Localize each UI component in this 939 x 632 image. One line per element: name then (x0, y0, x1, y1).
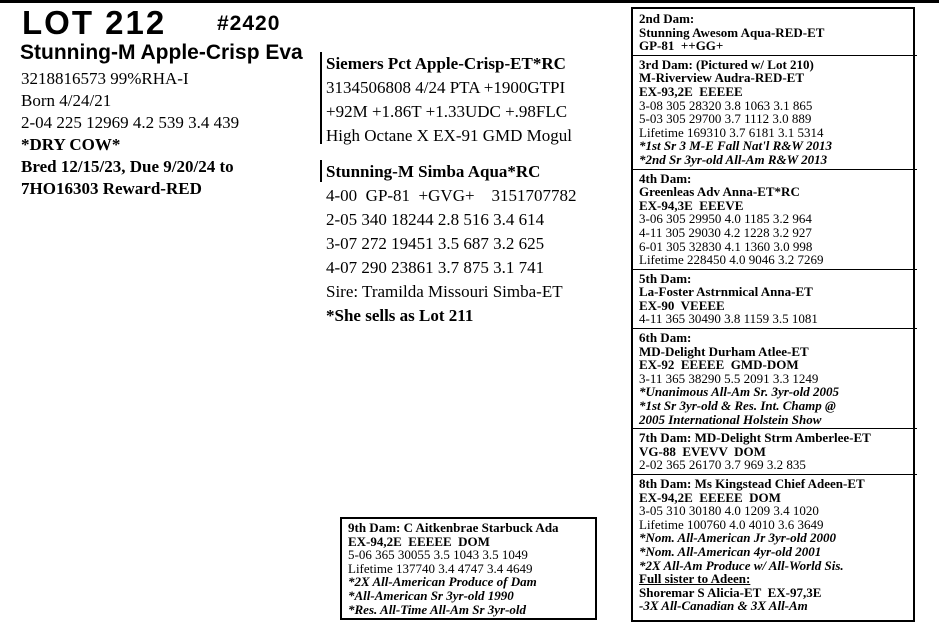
lot-code: #2420 (217, 12, 281, 35)
section-divider (633, 169, 917, 170)
pedigree-line: Lifetime 169310 3.7 6181 3.1 5314 (639, 124, 824, 140)
pedigree-line: 3-11 365 38290 5.5 2091 3.3 1249 (639, 370, 819, 386)
pedigree-line: -3X All-Canadian & 3X All-Am (639, 598, 808, 614)
pedigree-line: Full sister to Adeen: (639, 571, 751, 587)
pedigree-line: *1st Sr 3 M-E Fall Nat'l R&W 2013 (639, 138, 832, 154)
pedigree-line: GP-81 ++GG+ (639, 38, 724, 54)
pedigree-line: 3-06 305 29950 4.0 1185 3.2 964 (639, 211, 812, 227)
ancestor-block (639, 12, 913, 53)
pedigree-line: 2-02 365 26170 3.7 969 3.2 835 (639, 457, 806, 473)
pedigree-line: Shoremar S Alicia-ET EX-97,3E (639, 584, 822, 600)
section-divider (633, 428, 917, 429)
pedigree-line: *Res. All-Time All-Am Sr 3yr-old (348, 601, 527, 617)
production-record: 2-04 225 12969 4.2 539 3.4 439 (21, 113, 240, 132)
pedigree-line: *All-American Sr 3yr-old 1990 (348, 587, 514, 603)
dam-divider (320, 160, 322, 182)
ancestor-block (639, 431, 913, 472)
pedigree-line: EX-94,2E EEEEE DOM (348, 533, 490, 549)
pedigree-line: Lifetime 100760 4.0 4010 3.6 3649 (639, 516, 824, 532)
pedigree-line: 7th Dam: MD-Delight Strm Amberlee-ET (639, 430, 871, 446)
dam-record: 3-07 272 19451 3.5 687 3.2 625 (326, 234, 545, 253)
pedigree-line: 2005 International Holstein Show (639, 411, 822, 427)
section-divider (633, 328, 917, 329)
pedigree-line: 2nd Dam: (639, 11, 695, 26)
dam-sale-note: *She sells as Lot 211 (326, 306, 474, 325)
sire-info-line: 3134506808 4/24 PTA +1900GTPI (326, 78, 566, 97)
pedigree-line: EX-94,3E EEEVE (639, 197, 744, 213)
pedigree-box (631, 7, 915, 622)
pedigree-line: Lifetime 137740 3.4 4747 3.4 4649 (348, 560, 533, 576)
lot-title: LOT 212 (22, 4, 167, 41)
pedigree-line: Greenleas Adv Anna-ET*RC (639, 184, 800, 200)
pedigree-line: EX-90 VEEEE (639, 297, 725, 313)
sire-info-line: High Octane X EX-91 GMD Mogul (326, 126, 572, 145)
pedigree-line: 3rd Dam: (Pictured w/ Lot 210) (639, 56, 814, 72)
top-rule (0, 0, 939, 3)
pedigree-line: *Nom. All-American 4yr-old 2001 (639, 543, 822, 559)
ancestor-block (639, 331, 913, 426)
ancestor-block (639, 172, 913, 267)
pedigree-line: EX-92 EEEEE GMD-DOM (639, 357, 799, 373)
ancestor-block (639, 272, 913, 326)
pedigree-line: Lifetime 228450 4.0 9046 3.2 7269 (639, 252, 824, 268)
pedigree-line: EX-94,2E EEEEE DOM (639, 489, 781, 505)
pedigree-line: 3-05 310 30180 4.0 1209 3.4 1020 (639, 503, 819, 519)
dam-sire: Sire: Tramilda Missouri Simba-ET (326, 282, 563, 301)
pedigree-line: 6-01 305 32830 4.1 1360 3.0 998 (639, 238, 813, 254)
dam-record: 2-05 340 18244 2.8 516 3.4 614 (326, 210, 545, 229)
bred-info-line1: Bred 12/15/23, Due 9/20/24 to (21, 157, 234, 176)
ancestor-block (639, 58, 913, 167)
birth-date: Born 4/24/21 (21, 91, 112, 110)
pedigree-line: 9th Dam: C Aitkenbrae Starbuck Ada (348, 520, 559, 535)
pedigree-line: 4th Dam: (639, 170, 692, 186)
pedigree-line: La-Foster Astrnmical Anna-ET (639, 284, 813, 300)
section-divider (633, 55, 917, 56)
pedigree-line: EX-93,2E EEEEE (639, 83, 743, 99)
registration-line: 3218816573 99%RHA-I (21, 69, 189, 88)
cow-name: Stunning-M Apple-Crisp Eva (20, 41, 303, 64)
section-divider (633, 269, 917, 270)
dam-classification: 4-00 GP-81 +GVG+ 3151707782 (326, 186, 577, 205)
pedigree-line: *2X All-American Produce of Dam (348, 574, 537, 590)
pedigree-line: *2nd Sr 3yr-old All-Am R&W 2013 (639, 151, 828, 167)
pedigree-line: 5-03 305 29700 3.7 1112 3.0 889 (639, 111, 812, 127)
dam-record: 4-07 290 23861 3.7 875 3.1 741 (326, 258, 545, 277)
pedigree-line: 4-11 365 30490 3.8 1159 3.5 1081 (639, 311, 818, 327)
dry-cow-status: *DRY COW* (21, 135, 121, 154)
pedigree-line: *Unanimous All-Am Sr. 3yr-old 2005 (639, 384, 839, 400)
dam-name: Stunning-M Simba Aqua*RC (326, 162, 541, 181)
pedigree-line: 6th Dam: (639, 330, 692, 346)
pedigree-line: *1st Sr 3yr-old & Res. Int. Champ @ (639, 398, 836, 414)
pedigree-line: 8th Dam: Ms Kingstead Chief Adeen-ET (639, 476, 865, 491)
pedigree-line: 5-06 365 30055 3.5 1043 3.5 1049 (348, 547, 528, 563)
pedigree-line: 4-11 305 29030 4.2 1228 3.2 927 (639, 224, 812, 240)
pedigree-line: *Nom. All-American Jr 3yr-old 2000 (639, 530, 837, 546)
pedigree-line: VG-88 EVEVV DOM (639, 443, 766, 459)
pedigree-line: M-Riverview Audra-RED-ET (639, 70, 805, 86)
pedigree-line: 5th Dam: (639, 270, 692, 286)
sire-info-line: +92M +1.86T +1.33UDC +.98FLC (326, 102, 568, 121)
pedigree-line: *2X All-Am Produce w/ All-World Sis. (639, 557, 844, 573)
pedigree-line: 3-08 305 28320 3.8 1063 3.1 865 (639, 97, 813, 113)
ninth-dam-box (340, 517, 597, 620)
pedigree-line: MD-Delight Durham Atlee-ET (639, 343, 809, 359)
pedigree-line: Stunning Awesom Aqua-RED-ET (639, 24, 825, 40)
bred-info-line2: 7HO16303 Reward-RED (21, 179, 202, 198)
ancestor-block (639, 477, 913, 613)
sire-divider (320, 52, 322, 144)
section-divider (633, 474, 917, 475)
sire-name: Siemers Pct Apple-Crisp-ET*RC (326, 54, 566, 73)
